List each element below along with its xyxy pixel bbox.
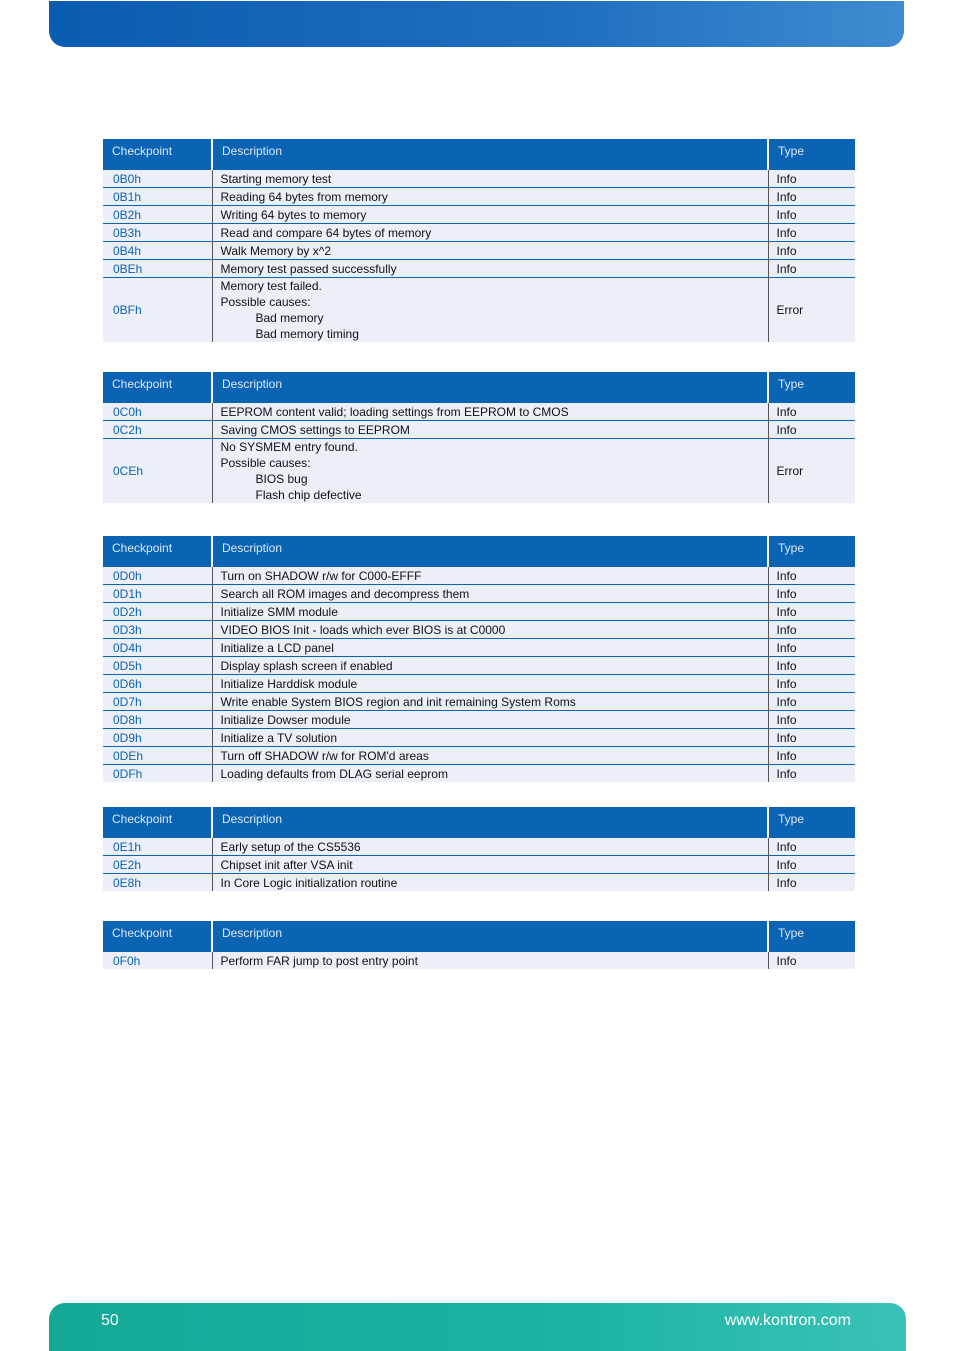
type-cell: Info [768,952,855,969]
description-cell: Memory test passed successfully [212,260,768,278]
type-cell: Info [768,639,855,657]
table-row [103,170,855,188]
checkpoint-code: 0D4h [103,639,212,657]
table-row [103,403,855,421]
type-cell: Info [768,729,855,747]
table-row [103,567,855,585]
possible-cause: Bad memory [255,311,324,325]
table-row [103,603,855,621]
type-cell: Info [768,188,855,206]
description-cell: Search all ROM images and decompress them [212,585,768,603]
checkpoint-code: 0D9h [103,729,212,747]
description-cell: VIDEO BIOS Init - loads which ever BIOS is at C0000 [212,621,768,639]
checkpoint-code: 0D3h [103,621,212,639]
type-cell: Info [768,260,855,278]
table-row [103,242,855,260]
description-cell: Turn off SHADOW r/w for ROM'd areas [212,747,768,765]
table-row [103,621,855,639]
type-cell: Info [768,657,855,675]
description-cell [212,278,768,343]
type-cell: Info [768,603,855,621]
type-cell: Info [768,421,855,439]
col-header-checkpoint: Checkpoint [103,536,212,567]
table-row [103,856,855,874]
checkpoint-table-2 [103,372,855,503]
description-cell: Initialize Harddisk module [212,675,768,693]
col-header-type: Type [768,807,855,838]
checkpoint-code: 0CEh [103,439,212,504]
table-row [103,952,855,969]
checkpoint-code: 0D7h [103,693,212,711]
description-cell: Write enable System BIOS region and init remaining System Roms [212,693,768,711]
table-row [103,729,855,747]
checkpoint-table-4 [103,807,855,891]
col-header-description: Description [212,372,768,403]
checkpoint-code: 0D1h [103,585,212,603]
description-cell: Turn on SHADOW r/w for C000-EFFF [212,567,768,585]
col-header-checkpoint: Checkpoint [103,921,212,952]
description-line: Possible causes: [220,456,311,470]
checkpoint-code: 0BFh [103,278,212,343]
checkpoint-code: 0B3h [103,224,212,242]
checkpoint-code: 0DEh [103,747,212,765]
col-header-type: Type [768,372,855,403]
description-cell: EEPROM content valid; loading settings from EEPROM to CMOS [212,403,768,421]
col-header-type: Type [768,536,855,567]
possible-cause: Bad memory timing [255,327,359,341]
table-row [103,675,855,693]
type-cell: Info [768,206,855,224]
checkpoint-code: 0C0h [103,403,212,421]
checkpoint-code: 0D8h [103,711,212,729]
table-row [103,260,855,278]
checkpoint-code: 0E8h [103,874,212,892]
description-cell: Perform FAR jump to post entry point [212,952,768,969]
description-cell: Initialize a LCD panel [212,639,768,657]
checkpoint-code: 0F0h [103,952,212,969]
table-row [103,206,855,224]
col-header-description: Description [212,536,768,567]
checkpoint-code: 0E2h [103,856,212,874]
checkpoint-code: 0D6h [103,675,212,693]
type-cell: Info [768,675,855,693]
checkpoint-code: 0C2h [103,421,212,439]
type-cell: Info [768,224,855,242]
description-cell: Reading 64 bytes from memory [212,188,768,206]
type-cell: Info [768,838,855,856]
col-header-checkpoint: Checkpoint [103,372,212,403]
col-header-description: Description [212,921,768,952]
checkpoint-code: 0D5h [103,657,212,675]
description-cell: Walk Memory by x^2 [212,242,768,260]
checkpoint-code: 0BEh [103,260,212,278]
type-cell: Info [768,693,855,711]
checkpoint-code: 0B2h [103,206,212,224]
table-row [103,188,855,206]
type-cell: Info [768,621,855,639]
col-header-checkpoint: Checkpoint [103,139,212,170]
table-row [103,711,855,729]
type-cell: Info [768,585,855,603]
checkpoint-code: 0B1h [103,188,212,206]
table-row [103,639,855,657]
description-cell: Saving CMOS settings to EEPROM [212,421,768,439]
checkpoint-table-3 [103,536,855,782]
table-row [103,693,855,711]
col-header-type: Type [768,921,855,952]
description-cell [212,439,768,504]
checkpoint-code: 0B4h [103,242,212,260]
type-cell: Info [768,765,855,783]
possible-cause: Flash chip defective [255,488,362,502]
description-line: Possible causes: [220,295,311,309]
page-number: 50 [101,1312,119,1329]
website-link[interactable]: www.kontron.com [724,1312,851,1329]
checkpoint-code: 0D0h [103,567,212,585]
checkpoint-table-1 [103,139,855,342]
checkpoint-code: 0DFh [103,765,212,783]
type-cell: Error [768,278,855,343]
description-cell: Writing 64 bytes to memory [212,206,768,224]
table-row [103,747,855,765]
type-cell: Info [768,856,855,874]
col-header-description: Description [212,807,768,838]
description-cell: Chipset init after VSA init [212,856,768,874]
table-row [103,874,855,892]
description-cell: Initialize Dowser module [212,711,768,729]
description-cell: Starting memory test [212,170,768,188]
type-cell: Info [768,242,855,260]
description-line: Memory test failed. [220,279,322,293]
col-header-checkpoint: Checkpoint [103,807,212,838]
table-row [103,224,855,242]
type-cell: Info [768,403,855,421]
col-header-type: Type [768,139,855,170]
description-cell: Loading defaults from DLAG serial eeprom [212,765,768,783]
table-row [103,585,855,603]
description-line: No SYSMEM entry found. [220,440,358,454]
description-cell: Read and compare 64 bytes of memory [212,224,768,242]
checkpoint-code: 0D2h [103,603,212,621]
description-cell: Display splash screen if enabled [212,657,768,675]
description-cell: In Core Logic initialization routine [212,874,768,892]
description-cell: Early setup of the CS5536 [212,838,768,856]
type-cell: Info [768,711,855,729]
table-row [103,838,855,856]
description-cell: Initialize a TV solution [212,729,768,747]
possible-cause: BIOS bug [255,472,308,486]
checkpoint-code: 0B0h [103,170,212,188]
col-header-description: Description [212,139,768,170]
footer-banner [49,1303,906,1351]
description-cell: Initialize SMM module [212,603,768,621]
table-row [103,657,855,675]
checkpoint-code: 0E1h [103,838,212,856]
table-row [103,278,855,343]
checkpoint-table-5 [103,921,855,969]
top-banner [49,1,904,47]
table-row [103,765,855,783]
type-cell: Error [768,439,855,504]
type-cell: Info [768,567,855,585]
table-row [103,439,855,504]
table-row [103,421,855,439]
type-cell: Info [768,170,855,188]
type-cell: Info [768,874,855,892]
type-cell: Info [768,747,855,765]
